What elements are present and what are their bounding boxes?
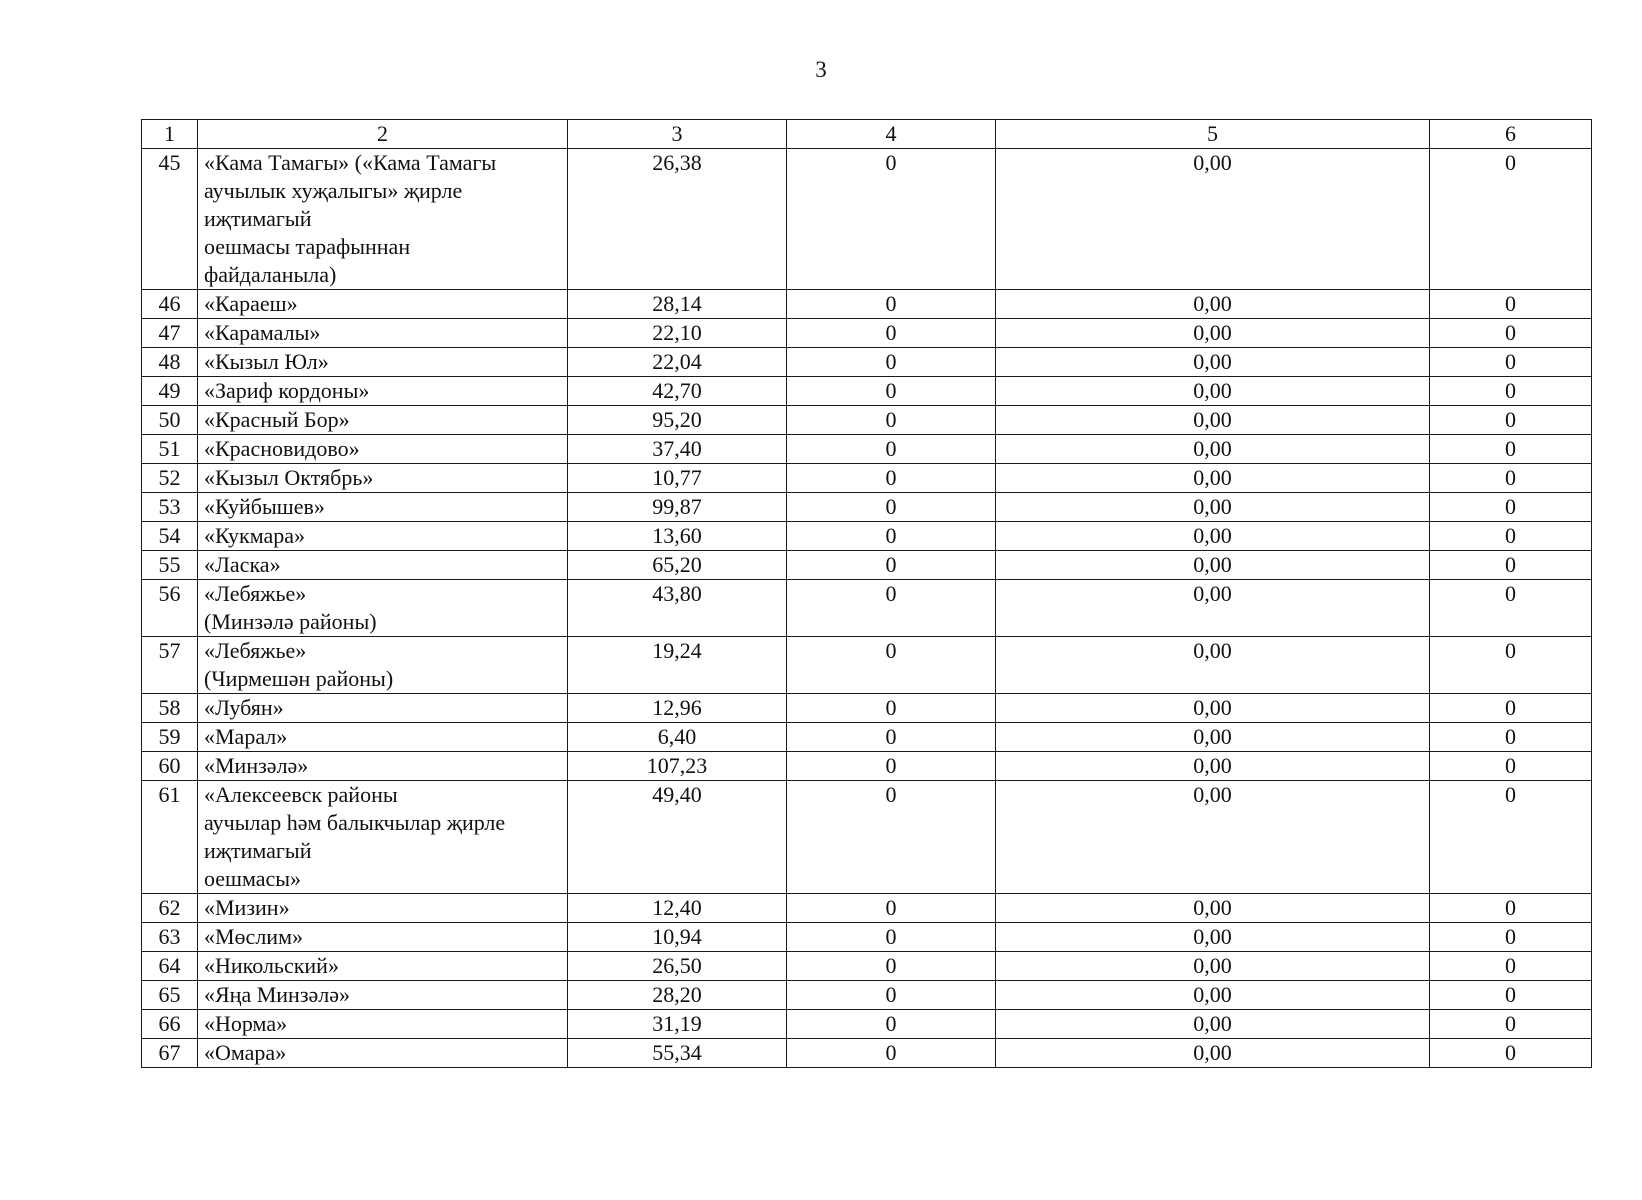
- column-4-cell: 0: [787, 981, 996, 1010]
- row-number-cell: 55: [142, 551, 198, 580]
- table-row: [142, 894, 1592, 923]
- column-6-cell: 0: [1430, 894, 1592, 923]
- column-5-cell: 0,00: [996, 406, 1430, 435]
- header-cell-6: 6: [1430, 120, 1592, 149]
- object-name-cell: [198, 377, 568, 406]
- column-4-cell: 0: [787, 894, 996, 923]
- row-number-cell: 62: [142, 894, 198, 923]
- row-number-cell: 67: [142, 1039, 198, 1068]
- object-name-cell: [198, 435, 568, 464]
- column-3-cell: 37,40: [568, 435, 787, 464]
- object-name-cell: [198, 406, 568, 435]
- column-3-cell: 26,50: [568, 952, 787, 981]
- object-name-cell: [198, 522, 568, 551]
- row-number-cell: 46: [142, 290, 198, 319]
- header-cell-4: 4: [787, 120, 996, 149]
- column-6-cell: 0: [1430, 522, 1592, 551]
- table-row: [142, 781, 1592, 894]
- data-table-container: [141, 119, 1591, 1068]
- column-5-cell: 0,00: [996, 493, 1430, 522]
- row-number-cell: 51: [142, 435, 198, 464]
- column-6-cell: 0: [1430, 981, 1592, 1010]
- column-3-cell: 12,96: [568, 694, 787, 723]
- object-name-line: «Лебяжье»: [204, 638, 307, 663]
- table-row: [142, 464, 1592, 493]
- table-row: [142, 952, 1592, 981]
- row-number-cell: 48: [142, 348, 198, 377]
- column-3-cell: 43,80: [568, 580, 787, 637]
- column-6-cell: 0: [1430, 377, 1592, 406]
- table-row: [142, 493, 1592, 522]
- table-row: [142, 981, 1592, 1010]
- column-3-cell: 10,77: [568, 464, 787, 493]
- column-3-cell: 42,70: [568, 377, 787, 406]
- column-3-cell: 19,24: [568, 637, 787, 694]
- table-row: [142, 406, 1592, 435]
- column-6-cell: 0: [1430, 694, 1592, 723]
- table-row: [142, 319, 1592, 348]
- object-name-line: «Яңа Минзәлә»: [204, 982, 351, 1007]
- column-3-cell: 99,87: [568, 493, 787, 522]
- object-name-line: оешмасы»: [204, 866, 302, 891]
- column-5-cell: 0,00: [996, 522, 1430, 551]
- column-6-cell: 0: [1430, 952, 1592, 981]
- object-name-line: «Кама Тамагы» («Кама Тамагы: [204, 150, 497, 175]
- column-5-cell: 0,00: [996, 348, 1430, 377]
- table-header-row: [142, 120, 1592, 149]
- row-number-cell: 57: [142, 637, 198, 694]
- object-name-cell: [198, 952, 568, 981]
- object-name-cell: [198, 348, 568, 377]
- column-5-cell: 0,00: [996, 580, 1430, 637]
- object-name-line: «Алексеевск районы: [204, 782, 398, 807]
- object-name-line: «Минзәлә»: [204, 753, 309, 778]
- column-5-cell: 0,00: [996, 435, 1430, 464]
- column-4-cell: 0: [787, 319, 996, 348]
- row-number-cell: 59: [142, 723, 198, 752]
- object-name-line: «Омара»: [204, 1040, 287, 1065]
- table-row: [142, 377, 1592, 406]
- column-3-cell: 13,60: [568, 522, 787, 551]
- row-number-cell: 53: [142, 493, 198, 522]
- row-number-cell: 45: [142, 149, 198, 290]
- object-name-line: файдаланыла): [204, 262, 337, 287]
- column-4-cell: 0: [787, 694, 996, 723]
- column-6-cell: 0: [1430, 319, 1592, 348]
- column-5-cell: 0,00: [996, 637, 1430, 694]
- object-name-cell: [198, 493, 568, 522]
- row-number-cell: 54: [142, 522, 198, 551]
- object-name-line: «Лебяжье»: [204, 581, 307, 606]
- object-name-line: иҗтимагый: [204, 206, 312, 231]
- object-name-cell: [198, 319, 568, 348]
- table-row: [142, 1039, 1592, 1068]
- object-name-cell: [198, 723, 568, 752]
- object-name-cell: [198, 290, 568, 319]
- row-number-cell: 47: [142, 319, 198, 348]
- column-4-cell: 0: [787, 580, 996, 637]
- row-number-cell: 61: [142, 781, 198, 894]
- column-4-cell: 0: [787, 1010, 996, 1039]
- object-name-line: (Чирмешән районы): [204, 666, 394, 691]
- table-row: [142, 723, 1592, 752]
- column-3-cell: 28,20: [568, 981, 787, 1010]
- column-6-cell: 0: [1430, 580, 1592, 637]
- column-4-cell: 0: [787, 377, 996, 406]
- object-name-line: оешмасы тарафыннан: [204, 234, 411, 259]
- column-5-cell: 0,00: [996, 981, 1430, 1010]
- object-name-line: «Мөслим»: [204, 924, 303, 949]
- object-name-line: «Норма»: [204, 1011, 288, 1036]
- row-number-cell: 56: [142, 580, 198, 637]
- object-name-cell: [198, 551, 568, 580]
- object-name-line: аучылар һәм балыкчылар җирле: [204, 810, 506, 835]
- column-3-cell: 22,04: [568, 348, 787, 377]
- column-5-cell: 0,00: [996, 464, 1430, 493]
- column-6-cell: 0: [1430, 637, 1592, 694]
- object-name-cell: [198, 781, 568, 894]
- object-name-line: «Лубян»: [204, 695, 284, 720]
- object-name-line: «Красный Бор»: [204, 407, 350, 432]
- table-row: [142, 637, 1592, 694]
- column-3-cell: 10,94: [568, 923, 787, 952]
- table-row: [142, 580, 1592, 637]
- row-number-cell: 65: [142, 981, 198, 1010]
- column-6-cell: 0: [1430, 723, 1592, 752]
- row-number-cell: 49: [142, 377, 198, 406]
- table-row: [142, 290, 1592, 319]
- table-row: [142, 435, 1592, 464]
- column-5-cell: 0,00: [996, 752, 1430, 781]
- object-name-cell: [198, 464, 568, 493]
- row-number-cell: 63: [142, 923, 198, 952]
- table-row: [142, 348, 1592, 377]
- column-5-cell: 0,00: [996, 1039, 1430, 1068]
- table-row: [142, 149, 1592, 290]
- column-4-cell: 0: [787, 1039, 996, 1068]
- column-3-cell: 55,34: [568, 1039, 787, 1068]
- table-row: [142, 694, 1592, 723]
- object-name-cell: [198, 894, 568, 923]
- header-cell-2: 2: [198, 120, 568, 149]
- column-6-cell: 0: [1430, 464, 1592, 493]
- column-5-cell: 0,00: [996, 923, 1430, 952]
- row-number-cell: 52: [142, 464, 198, 493]
- object-name-cell: [198, 149, 568, 290]
- table-row: [142, 923, 1592, 952]
- column-6-cell: 0: [1430, 1039, 1592, 1068]
- column-3-cell: 26,38: [568, 149, 787, 290]
- column-5-cell: 0,00: [996, 1010, 1430, 1039]
- object-name-line: «Красновидово»: [204, 436, 360, 461]
- object-name-line: «Куйбышев»: [204, 494, 325, 519]
- table-row: [142, 752, 1592, 781]
- column-6-cell: 0: [1430, 290, 1592, 319]
- header-cell-3: 3: [568, 120, 787, 149]
- table-body: [142, 120, 1592, 1068]
- column-6-cell: 0: [1430, 493, 1592, 522]
- object-name-line: «Зариф кордоны»: [204, 378, 370, 403]
- row-number-cell: 64: [142, 952, 198, 981]
- object-name-line: «Кукмара»: [204, 523, 306, 548]
- column-4-cell: 0: [787, 637, 996, 694]
- row-number-cell: 58: [142, 694, 198, 723]
- object-name-cell: [198, 694, 568, 723]
- object-name-cell: [198, 580, 568, 637]
- object-name-cell: [198, 923, 568, 952]
- column-5-cell: 0,00: [996, 319, 1430, 348]
- column-4-cell: 0: [787, 464, 996, 493]
- object-name-line: «Кызыл Юл»: [204, 349, 329, 374]
- column-3-cell: 6,40: [568, 723, 787, 752]
- column-6-cell: 0: [1430, 149, 1592, 290]
- column-4-cell: 0: [787, 923, 996, 952]
- column-6-cell: 0: [1430, 1010, 1592, 1039]
- column-6-cell: 0: [1430, 781, 1592, 894]
- header-cell-5: 5: [996, 120, 1430, 149]
- object-name-cell: [198, 981, 568, 1010]
- column-4-cell: 0: [787, 348, 996, 377]
- row-number-cell: 50: [142, 406, 198, 435]
- object-name-line: «Ласка»: [204, 552, 281, 577]
- object-name-line: «Караеш»: [204, 291, 298, 316]
- column-5-cell: 0,00: [996, 694, 1430, 723]
- column-6-cell: 0: [1430, 348, 1592, 377]
- object-name-line: «Марал»: [204, 724, 288, 749]
- column-4-cell: 0: [787, 781, 996, 894]
- column-5-cell: 0,00: [996, 952, 1430, 981]
- column-3-cell: 12,40: [568, 894, 787, 923]
- column-6-cell: 0: [1430, 406, 1592, 435]
- column-3-cell: 107,23: [568, 752, 787, 781]
- object-name-cell: [198, 752, 568, 781]
- column-4-cell: 0: [787, 723, 996, 752]
- column-6-cell: 0: [1430, 551, 1592, 580]
- row-number-cell: 60: [142, 752, 198, 781]
- column-4-cell: 0: [787, 406, 996, 435]
- column-4-cell: 0: [787, 551, 996, 580]
- column-6-cell: 0: [1430, 923, 1592, 952]
- column-5-cell: 0,00: [996, 377, 1430, 406]
- column-4-cell: 0: [787, 752, 996, 781]
- column-3-cell: 95,20: [568, 406, 787, 435]
- header-cell-1: 1: [142, 120, 198, 149]
- column-4-cell: 0: [787, 493, 996, 522]
- column-3-cell: 22,10: [568, 319, 787, 348]
- object-name-line: (Минзәлә районы): [204, 609, 377, 634]
- column-3-cell: 49,40: [568, 781, 787, 894]
- column-4-cell: 0: [787, 522, 996, 551]
- object-name-line: «Никольский»: [204, 953, 339, 978]
- object-name-line: «Кызыл Октябрь»: [204, 465, 374, 490]
- column-6-cell: 0: [1430, 752, 1592, 781]
- column-4-cell: 0: [787, 290, 996, 319]
- column-4-cell: 0: [787, 435, 996, 464]
- column-6-cell: 0: [1430, 435, 1592, 464]
- column-3-cell: 65,20: [568, 551, 787, 580]
- object-name-line: «Карамалы»: [204, 320, 321, 345]
- column-5-cell: 0,00: [996, 551, 1430, 580]
- table-row: [142, 551, 1592, 580]
- column-5-cell: 0,00: [996, 781, 1430, 894]
- column-5-cell: 0,00: [996, 149, 1430, 290]
- object-name-cell: [198, 637, 568, 694]
- object-name-cell: [198, 1010, 568, 1039]
- column-5-cell: 0,00: [996, 894, 1430, 923]
- column-5-cell: 0,00: [996, 723, 1430, 752]
- object-name-line: «Мизин»: [204, 895, 290, 920]
- column-3-cell: 31,19: [568, 1010, 787, 1039]
- column-3-cell: 28,14: [568, 290, 787, 319]
- column-4-cell: 0: [787, 149, 996, 290]
- object-name-line: иҗтимагый: [204, 838, 312, 863]
- table-row: [142, 1010, 1592, 1039]
- page-number: 3: [815, 57, 827, 82]
- object-name-cell: [198, 1039, 568, 1068]
- column-5-cell: 0,00: [996, 290, 1430, 319]
- column-4-cell: 0: [787, 952, 996, 981]
- table-row: [142, 522, 1592, 551]
- row-number-cell: 66: [142, 1010, 198, 1039]
- object-name-line: аучылык хуҗалыгы» җирле: [204, 178, 463, 203]
- data-table: [141, 119, 1592, 1068]
